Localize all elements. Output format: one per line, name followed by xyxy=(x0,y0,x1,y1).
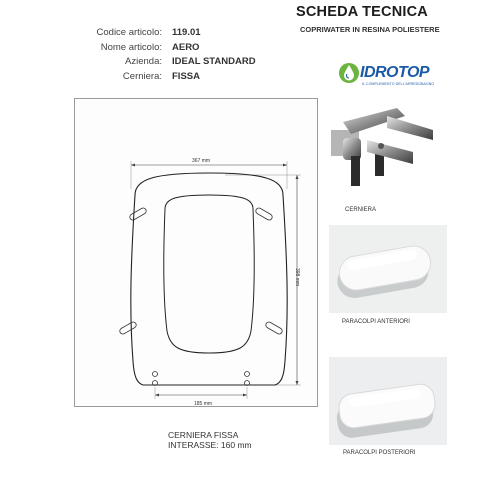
height-dimension-label: 398 mm xyxy=(294,268,300,287)
logo-tagline: IL COMPLEMENTO DELL'ARREDOBAGNO xyxy=(362,82,435,86)
seat-outline-drawing xyxy=(75,99,317,406)
bumper-slot-top-left xyxy=(129,207,148,221)
value-azienda: IDEAL STANDARD xyxy=(172,56,256,67)
logo-wordmark: IDROTOP xyxy=(360,64,430,81)
rear-bumpers-caption: PARACOLPI POSTERIORI xyxy=(343,450,416,456)
bumper-slot-bottom-left xyxy=(119,321,138,335)
seat-inner-outline xyxy=(164,195,255,353)
hinge-hole-icon xyxy=(245,372,250,377)
bumper-slot-top-right xyxy=(255,207,274,221)
hinge-spacing-note: INTERASSE: 160 mm xyxy=(168,440,252,450)
document-subtitle: COPRIWATER IN RESINA POLIESTERE xyxy=(300,25,440,34)
value-nome: AERO xyxy=(172,41,200,53)
width-dimension-label: 367 mm xyxy=(192,158,211,164)
label-nome: Nome articolo: xyxy=(100,41,162,53)
hinge-hole-icon xyxy=(153,372,158,377)
front-bumpers-photo xyxy=(329,225,447,313)
label-azienda: Azienda: xyxy=(125,56,162,67)
rear-bumpers-photo xyxy=(329,357,447,445)
document-title: SCHEDA TECNICA xyxy=(296,4,428,20)
label-cerniera: Cerniera: xyxy=(122,70,162,82)
bumper-slot-bottom-right xyxy=(265,321,284,335)
info-labels xyxy=(60,26,162,84)
info-values xyxy=(172,26,256,84)
hinge-bolt xyxy=(351,156,360,186)
front-bumpers-caption: PARACOLPI ANTERIORI xyxy=(342,319,410,325)
technical-drawing-frame xyxy=(74,98,318,407)
hinge-caption: CERNIERA xyxy=(345,207,377,213)
value-codice: 119.01 xyxy=(172,27,201,38)
label-codice: Codice articolo: xyxy=(96,27,162,38)
hinge-photo xyxy=(329,106,447,194)
value-cerniera: FISSA xyxy=(172,70,200,82)
hinge-type-note: CERNIERA FISSA xyxy=(168,430,239,440)
hinge-dimension-label: 185 mm xyxy=(194,401,213,407)
